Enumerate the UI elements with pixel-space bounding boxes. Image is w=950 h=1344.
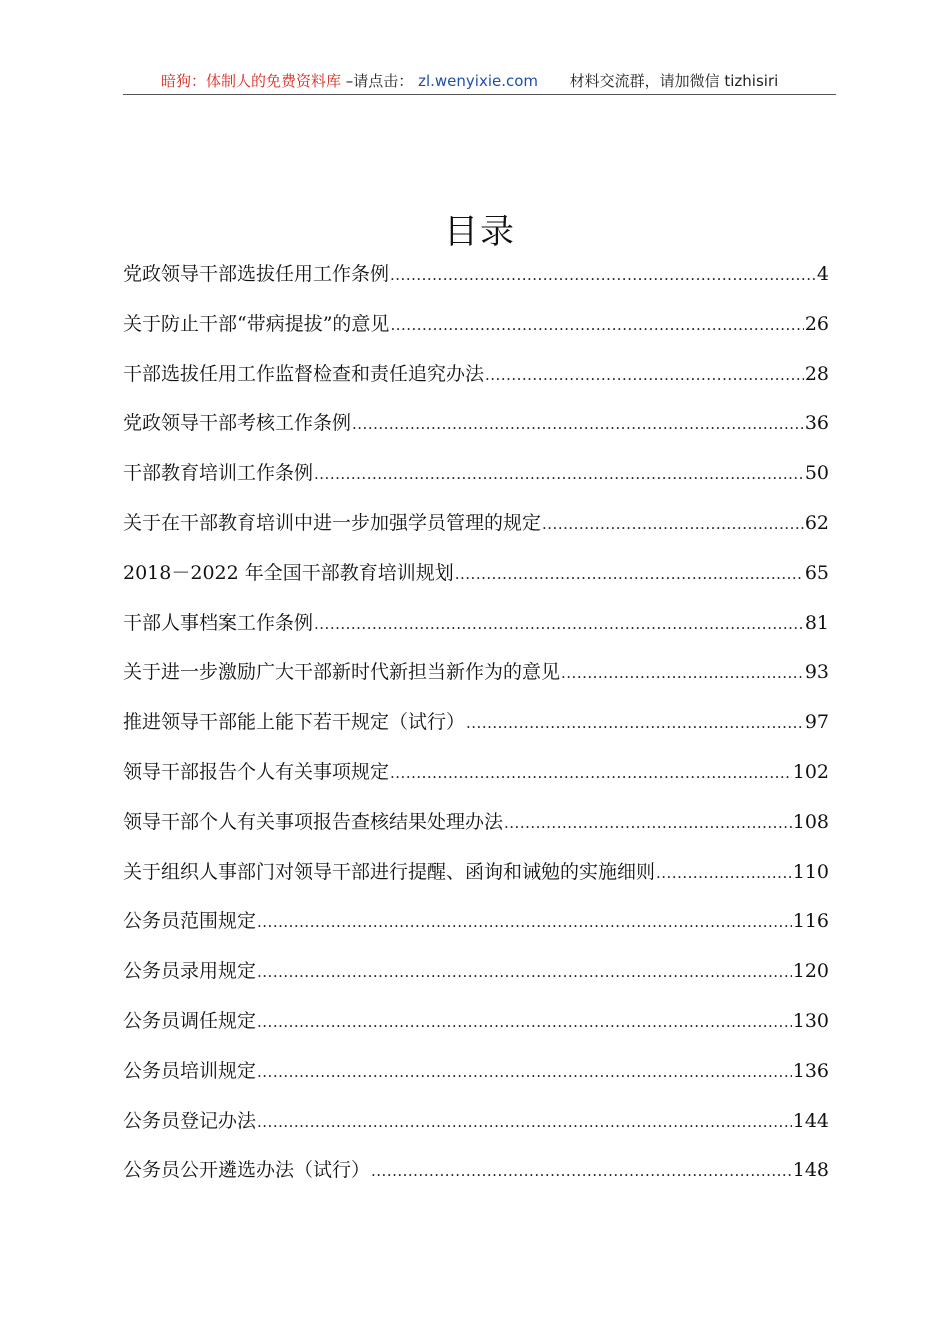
header-text [161, 70, 778, 91]
toc-page-number: 93 [804, 661, 829, 684]
toc-entry-title: 干部教育培训工作条例 [123, 462, 314, 485]
toc-page-number: 108 [792, 810, 829, 833]
toc-entry[interactable] [123, 806, 829, 856]
toc-entry[interactable] [123, 308, 829, 358]
toc-entry-title: 关于在干部教育培训中进一步加强学员管理的规定 [123, 511, 542, 534]
toc-entry[interactable] [123, 457, 829, 507]
toc-entry[interactable] [123, 706, 829, 756]
toc-entry-title: 领导干部个人有关事项报告查核结果处理办法 [123, 810, 504, 833]
page-header [123, 66, 836, 95]
toc-page-number: 120 [792, 960, 829, 983]
toc-entry[interactable] [123, 656, 829, 706]
toc-entry-title: 干部人事档案工作条例 [123, 611, 314, 634]
toc-entry-title: 公务员公开遴选办法（试行） [123, 1159, 371, 1182]
header-prompt: –请点击： [345, 72, 414, 90]
toc-dot-leader [257, 1006, 792, 1038]
toc-entry[interactable] [123, 856, 829, 906]
toc-dot-leader [257, 906, 792, 938]
toc-page-number: 36 [804, 412, 829, 435]
toc-dot-leader [390, 757, 792, 789]
toc-page-number: 50 [804, 462, 829, 485]
toc-entry[interactable] [123, 557, 829, 607]
toc-entry[interactable] [123, 1055, 829, 1105]
toc-entry-title: 党政领导干部选拔任用工作条例 [123, 263, 390, 285]
toc-dot-leader [542, 508, 804, 540]
toc-dot-leader [257, 956, 792, 988]
toc-entry[interactable] [123, 507, 829, 557]
toc-entry[interactable] [123, 1005, 829, 1055]
toc-page-number: 4 [816, 263, 829, 285]
toc-dot-leader [455, 558, 804, 590]
toc-page-number: 130 [792, 1009, 829, 1032]
toc-entry[interactable] [123, 905, 829, 955]
toc-dot-leader [656, 857, 792, 889]
toc-dot-leader [561, 657, 804, 689]
toc-page-number: 136 [792, 1059, 829, 1082]
toc-page-number: 28 [804, 362, 829, 385]
toc-entry[interactable] [123, 358, 829, 408]
toc-page-number: 65 [804, 561, 829, 584]
toc-dot-leader [257, 1106, 792, 1138]
toc-entry-title: 公务员登记办法 [123, 1109, 257, 1132]
toc-entry-title: 关于防止干部“带病提拔”的意见 [123, 312, 390, 335]
toc-entry-title: 2018－2022 年全国干部教育培训规划 [123, 561, 454, 584]
toc-entry[interactable] [123, 1154, 829, 1204]
toc-dot-leader [314, 458, 804, 490]
toc-dot-leader [485, 359, 804, 391]
toc-page-number: 62 [804, 511, 829, 534]
toc-page-number: 81 [804, 611, 829, 634]
toc-dot-leader [390, 259, 816, 291]
toc-entry[interactable] [123, 407, 829, 457]
toc-entry-title: 党政领导干部考核工作条例 [123, 412, 352, 435]
toc-page-number: 144 [792, 1109, 829, 1132]
toc-entry-title: 公务员录用规定 [123, 960, 257, 983]
toc-page-number: 110 [792, 860, 829, 883]
toc-entry-title: 公务员调任规定 [123, 1009, 257, 1032]
toc-dot-leader [504, 807, 792, 839]
toc-dot-leader [314, 608, 804, 640]
table-of-contents [123, 258, 829, 1204]
header-url-link[interactable]: zl.wenyixie.com [418, 72, 539, 90]
toc-page-number: 26 [804, 312, 829, 335]
toc-page-number: 102 [792, 760, 829, 783]
toc-dot-leader [390, 309, 803, 341]
header-brand: 暗狗：体制人的免费资料库 [161, 72, 342, 90]
toc-entry[interactable] [123, 756, 829, 806]
toc-entry-title: 关于组织人事部门对领导干部进行提醒、函询和诫勉的实施细则 [123, 860, 656, 883]
toc-entry-title: 领导干部报告个人有关事项规定 [123, 760, 390, 783]
toc-entry-title: 公务员范围规定 [123, 910, 257, 933]
toc-page-number: 148 [792, 1159, 829, 1182]
toc-page-number: 116 [792, 910, 829, 933]
header-contact: 材料交流群，请加微信 tizhisiri [569, 72, 779, 90]
toc-dot-leader [257, 1056, 792, 1088]
toc-entry[interactable] [123, 955, 829, 1005]
toc-dot-leader [371, 1155, 792, 1187]
toc-entry-title: 推进领导干部能上能下若干规定（试行） [123, 711, 466, 734]
toc-entry-title: 干部选拔任用工作监督检查和责任追究办法 [123, 362, 485, 385]
toc-entry-title: 公务员培训规定 [123, 1059, 257, 1082]
toc-entry-title: 关于进一步激励广大干部新时代新担当新作为的意见 [123, 661, 561, 684]
toc-dot-leader [352, 408, 804, 440]
toc-entry[interactable] [123, 258, 829, 308]
toc-dot-leader [466, 707, 804, 739]
toc-page-number: 97 [804, 711, 829, 734]
toc-entry[interactable] [123, 607, 829, 657]
toc-heading: 目录 [444, 212, 516, 252]
toc-entry[interactable] [123, 1105, 829, 1155]
